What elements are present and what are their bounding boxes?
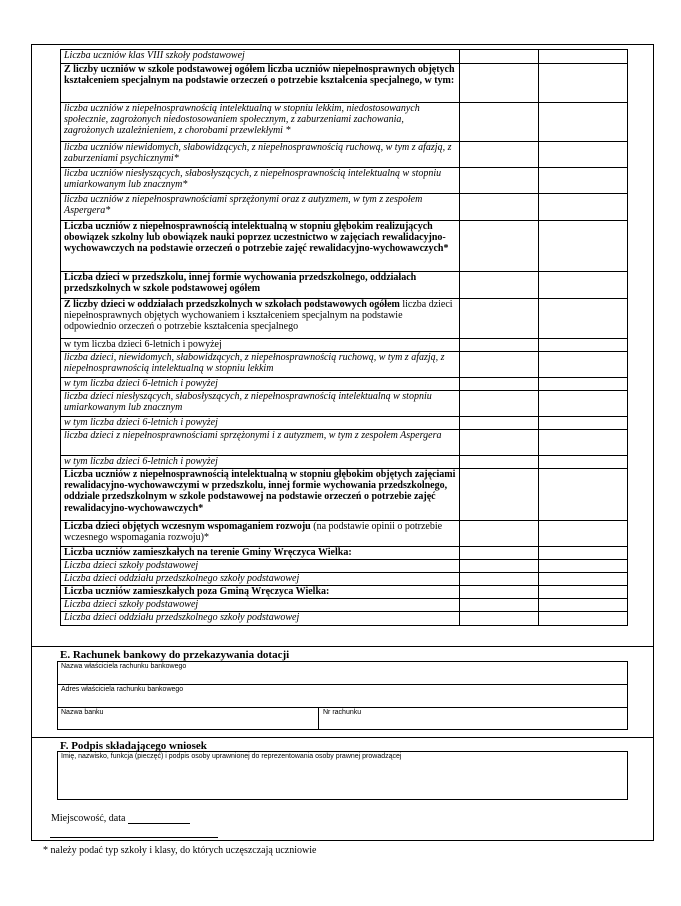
row-label — [61, 352, 460, 378]
value-cell[interactable] — [460, 586, 539, 599]
row-label-text: Liczba uczniów z niepełnosprawnością intelektualną w stopniu głębokim objętych zajęciami rewalidacyjno-wychowawczymi w przedszkolu, innej formie wychowania przedszkolnego, oddziale przedszkolnym w szkole podstawowej na podstawie orzeczeń o potrzebie zajęć rewalidacyjno-wychowawczych* — [64, 469, 456, 514]
bank-col-divider — [318, 707, 319, 729]
section-divider-f — [31, 737, 654, 738]
row-label-text: Liczba uczniów z niepełnosprawnością intelektualną w stopniu głębokim realizujących obowiązek szkolny lub obowiązek nauki poprzez uczestnictwo w zajęciach rewalidacyjno-wychowawczych na podstawie orzeczeń o potrzebie zajęć rewalidacyjno-wychowawczych* — [64, 221, 449, 255]
value-cell[interactable] — [460, 339, 539, 352]
value-cell[interactable] — [460, 521, 539, 547]
value-cell[interactable] — [539, 586, 628, 599]
row-label — [61, 521, 460, 547]
row-label-text: Liczba dzieci objętych wczesnym wspomaganiem rozwoju — [64, 521, 314, 532]
row-label — [61, 299, 460, 339]
row-label-text: (na podstawie opinii o potrzebie wczesnego wspomagania rozwoju)* — [64, 521, 443, 544]
value-cell[interactable] — [539, 560, 628, 573]
row-label-text: w tym liczba dzieci 6-letnich i powyżej — [64, 417, 218, 428]
table-row — [61, 272, 628, 299]
table-row — [61, 417, 628, 430]
value-cell[interactable] — [539, 142, 628, 168]
row-label — [61, 391, 460, 417]
row-label — [61, 417, 460, 430]
value-cell[interactable] — [460, 168, 539, 194]
signature-field[interactable]: Imię, nazwisko, funkcja (pieczęć) i podpis osoby uprawnionej do reprezentowania osoby prawnej prowadzącej — [61, 753, 402, 760]
value-cell[interactable] — [460, 299, 539, 339]
place-date-line[interactable] — [128, 823, 190, 824]
table-row — [61, 168, 628, 194]
row-label — [61, 573, 460, 586]
table-row — [61, 599, 628, 612]
table-row — [61, 560, 628, 573]
value-cell[interactable] — [539, 168, 628, 194]
value-cell[interactable] — [539, 573, 628, 586]
value-cell[interactable] — [539, 417, 628, 430]
table-row — [61, 299, 628, 339]
row-label — [61, 50, 460, 64]
bank-name-field[interactable]: Nazwa banku — [61, 709, 104, 716]
bank-row-divider-1 — [58, 684, 627, 685]
value-cell[interactable] — [539, 64, 628, 103]
signature-line[interactable] — [50, 837, 218, 838]
row-label-text: Liczba dzieci w przedszkolu, innej formie wychowania przedszkolnego, oddziałach przedszkolnych w szkole podstawowej ogółem — [64, 272, 417, 295]
row-label — [61, 612, 460, 626]
value-cell[interactable] — [539, 378, 628, 391]
account-number-field[interactable]: Nr rachunku — [323, 709, 362, 716]
row-label — [61, 599, 460, 612]
row-label-text: Liczba dzieci oddziału przedszkolnego szkoły podstawowej — [64, 573, 300, 584]
section-e-title: E. Rachunek bankowy do przekazywania dotacji — [60, 649, 290, 661]
table-row — [61, 573, 628, 586]
value-cell[interactable] — [460, 142, 539, 168]
table-row — [61, 378, 628, 391]
value-cell[interactable] — [539, 547, 628, 560]
place-date-label: Miejscowość, data — [51, 813, 126, 824]
value-cell[interactable] — [539, 50, 628, 64]
row-label — [61, 168, 460, 194]
row-label-text: Liczba uczniów zamieszkałych na terenie Gminy Wręczyca Wielka: — [64, 547, 352, 558]
value-cell[interactable] — [460, 573, 539, 586]
table-row — [61, 64, 628, 103]
value-cell[interactable] — [539, 221, 628, 272]
value-cell[interactable] — [539, 391, 628, 417]
value-cell[interactable] — [460, 599, 539, 612]
row-label — [61, 560, 460, 573]
value-cell[interactable] — [460, 221, 539, 272]
value-cell[interactable] — [539, 272, 628, 299]
table-row — [61, 430, 628, 456]
row-label-text: Liczba uczniów zamieszkałych poza Gminą Wręczyca Wielka: — [64, 586, 330, 597]
value-cell[interactable] — [460, 194, 539, 221]
row-label-text: liczba uczniów z niepełnosprawnościami sprzężonymi oraz z autyzmem, w tym z zespołem Aspergera* — [64, 194, 423, 217]
table-row — [61, 194, 628, 221]
row-label-text: Liczba uczniów klas VIII szkoły podstawowej — [64, 50, 245, 61]
row-label-text: liczba dzieci z niepełnosprawnościami sprzężonymi i z autyzmem, w tym z zespołem Aspergera — [64, 430, 442, 441]
row-label — [61, 194, 460, 221]
row-label — [61, 221, 460, 272]
value-cell[interactable] — [539, 339, 628, 352]
owner-name-field[interactable]: Nazwa właściciela rachunku bankowego — [61, 663, 187, 670]
row-label-text: w tym liczba dzieci 6-letnich i powyżej — [64, 339, 222, 350]
row-label — [61, 430, 460, 456]
value-cell[interactable] — [460, 560, 539, 573]
table-row — [61, 221, 628, 272]
row-label-text: Z liczby uczniów w szkole podstawowej ogółem liczba uczniów niepełnosprawnych objętych kształceniem specjalnym na podstawie orzeczeń o potrzebie kształcenia specjalnego, w tym: — [64, 64, 455, 87]
footnote: * należy podać typ szkoły i klasy, do których uczęszczają uczniowie — [43, 845, 317, 856]
value-cell[interactable] — [539, 469, 628, 521]
table-row — [61, 521, 628, 547]
table-row — [61, 391, 628, 417]
row-label-text: Liczba dzieci oddziału przedszkolnego szkoły podstawowej — [64, 612, 300, 623]
section-divider-e — [31, 646, 654, 647]
row-label-text: liczba uczniów niesłyszących, słabosłyszących, z niepełnosprawnością intelektualną w stopniu umiarkowanym lub znacznym* — [64, 168, 442, 191]
table-row — [61, 339, 628, 352]
table-row — [61, 142, 628, 168]
table-row — [61, 469, 628, 521]
value-cell[interactable] — [460, 50, 539, 64]
value-cell[interactable] — [539, 612, 628, 626]
value-cell[interactable] — [539, 521, 628, 547]
owner-address-field[interactable]: Adres właściciela rachunku bankowego — [61, 686, 184, 693]
row-label — [61, 547, 460, 560]
row-label-text: liczba dzieci, niewidomych, słabowidzących, z niepełnosprawnością ruchową, w tym z afazją, z niepełnosprawnością intelektualną w stopniu lekkim — [64, 352, 445, 375]
value-cell[interactable] — [460, 469, 539, 521]
row-label-text: w tym liczba dzieci 6-letnich i powyżej — [64, 378, 218, 389]
value-cell[interactable] — [460, 612, 539, 626]
row-label-text: w tym liczba dzieci 6-letnich i powyżej — [64, 456, 218, 467]
value-cell[interactable] — [539, 456, 628, 469]
table-row — [61, 103, 628, 142]
value-cell[interactable] — [460, 103, 539, 142]
row-label-text: Liczba dzieci szkoły podstawowej — [64, 599, 199, 610]
row-label — [61, 378, 460, 391]
row-label-text: liczba dzieci niesłyszących, słabosłyszących, z niepełnosprawnością intelektualną w stopniu umiarkowanym lub znacznym — [64, 391, 432, 414]
row-label — [61, 142, 460, 168]
students-table — [60, 49, 628, 626]
bank-row-divider-2 — [58, 707, 627, 708]
value-cell[interactable] — [539, 299, 628, 339]
row-label — [61, 456, 460, 469]
table-row — [61, 612, 628, 626]
value-cell[interactable] — [460, 391, 539, 417]
bank-account-box — [57, 661, 628, 730]
value-cell[interactable] — [539, 599, 628, 612]
row-label-text: liczba uczniów z niepełnosprawnością intelektualną w stopniu lekkim, niedostosowanych społecznie, zagrożonych niedostosowaniem społecznym, z zaburzeniami zachowania, zagrożonych uzależnieniem, z chorobami przewlekłymi * — [64, 103, 420, 137]
table-row — [61, 547, 628, 560]
value-cell[interactable] — [460, 430, 539, 456]
value-cell[interactable] — [539, 103, 628, 142]
table-row — [61, 352, 628, 378]
value-cell[interactable] — [460, 547, 539, 560]
value-cell[interactable] — [460, 378, 539, 391]
section-f-title: F. Podpis składającego wniosek — [60, 740, 207, 752]
value-cell[interactable] — [539, 352, 628, 378]
table-row — [61, 50, 628, 64]
row-label — [61, 272, 460, 299]
row-label-text: Z liczby dzieci w oddziałach przedszkolnych w szkołach podstawowych ogółem — [64, 299, 403, 310]
value-cell[interactable] — [460, 272, 539, 299]
row-label — [61, 469, 460, 521]
row-label — [61, 586, 460, 599]
value-cell[interactable] — [539, 194, 628, 221]
row-label — [61, 64, 460, 103]
row-label — [61, 339, 460, 352]
value-cell[interactable] — [539, 430, 628, 456]
table-row — [61, 456, 628, 469]
row-label — [61, 103, 460, 142]
value-cell[interactable] — [460, 64, 539, 103]
row-label-text: liczba dzieci niepełnosprawnych objętych wychowaniem i kształceniem specjalnym na podstawie odpowiednio orzeczeń o potrzebie kształcenia specjalnego — [64, 299, 453, 333]
row-label-text: liczba uczniów niewidomych, słabowidzących, z niepełnosprawnością ruchową, w tym z afazją, z zaburzeniami psychicznymi* — [64, 142, 452, 165]
row-label-text: Liczba dzieci szkoły podstawowej — [64, 560, 199, 571]
table-row — [61, 586, 628, 599]
value-cell[interactable] — [460, 456, 539, 469]
value-cell[interactable] — [460, 352, 539, 378]
value-cell[interactable] — [460, 417, 539, 430]
